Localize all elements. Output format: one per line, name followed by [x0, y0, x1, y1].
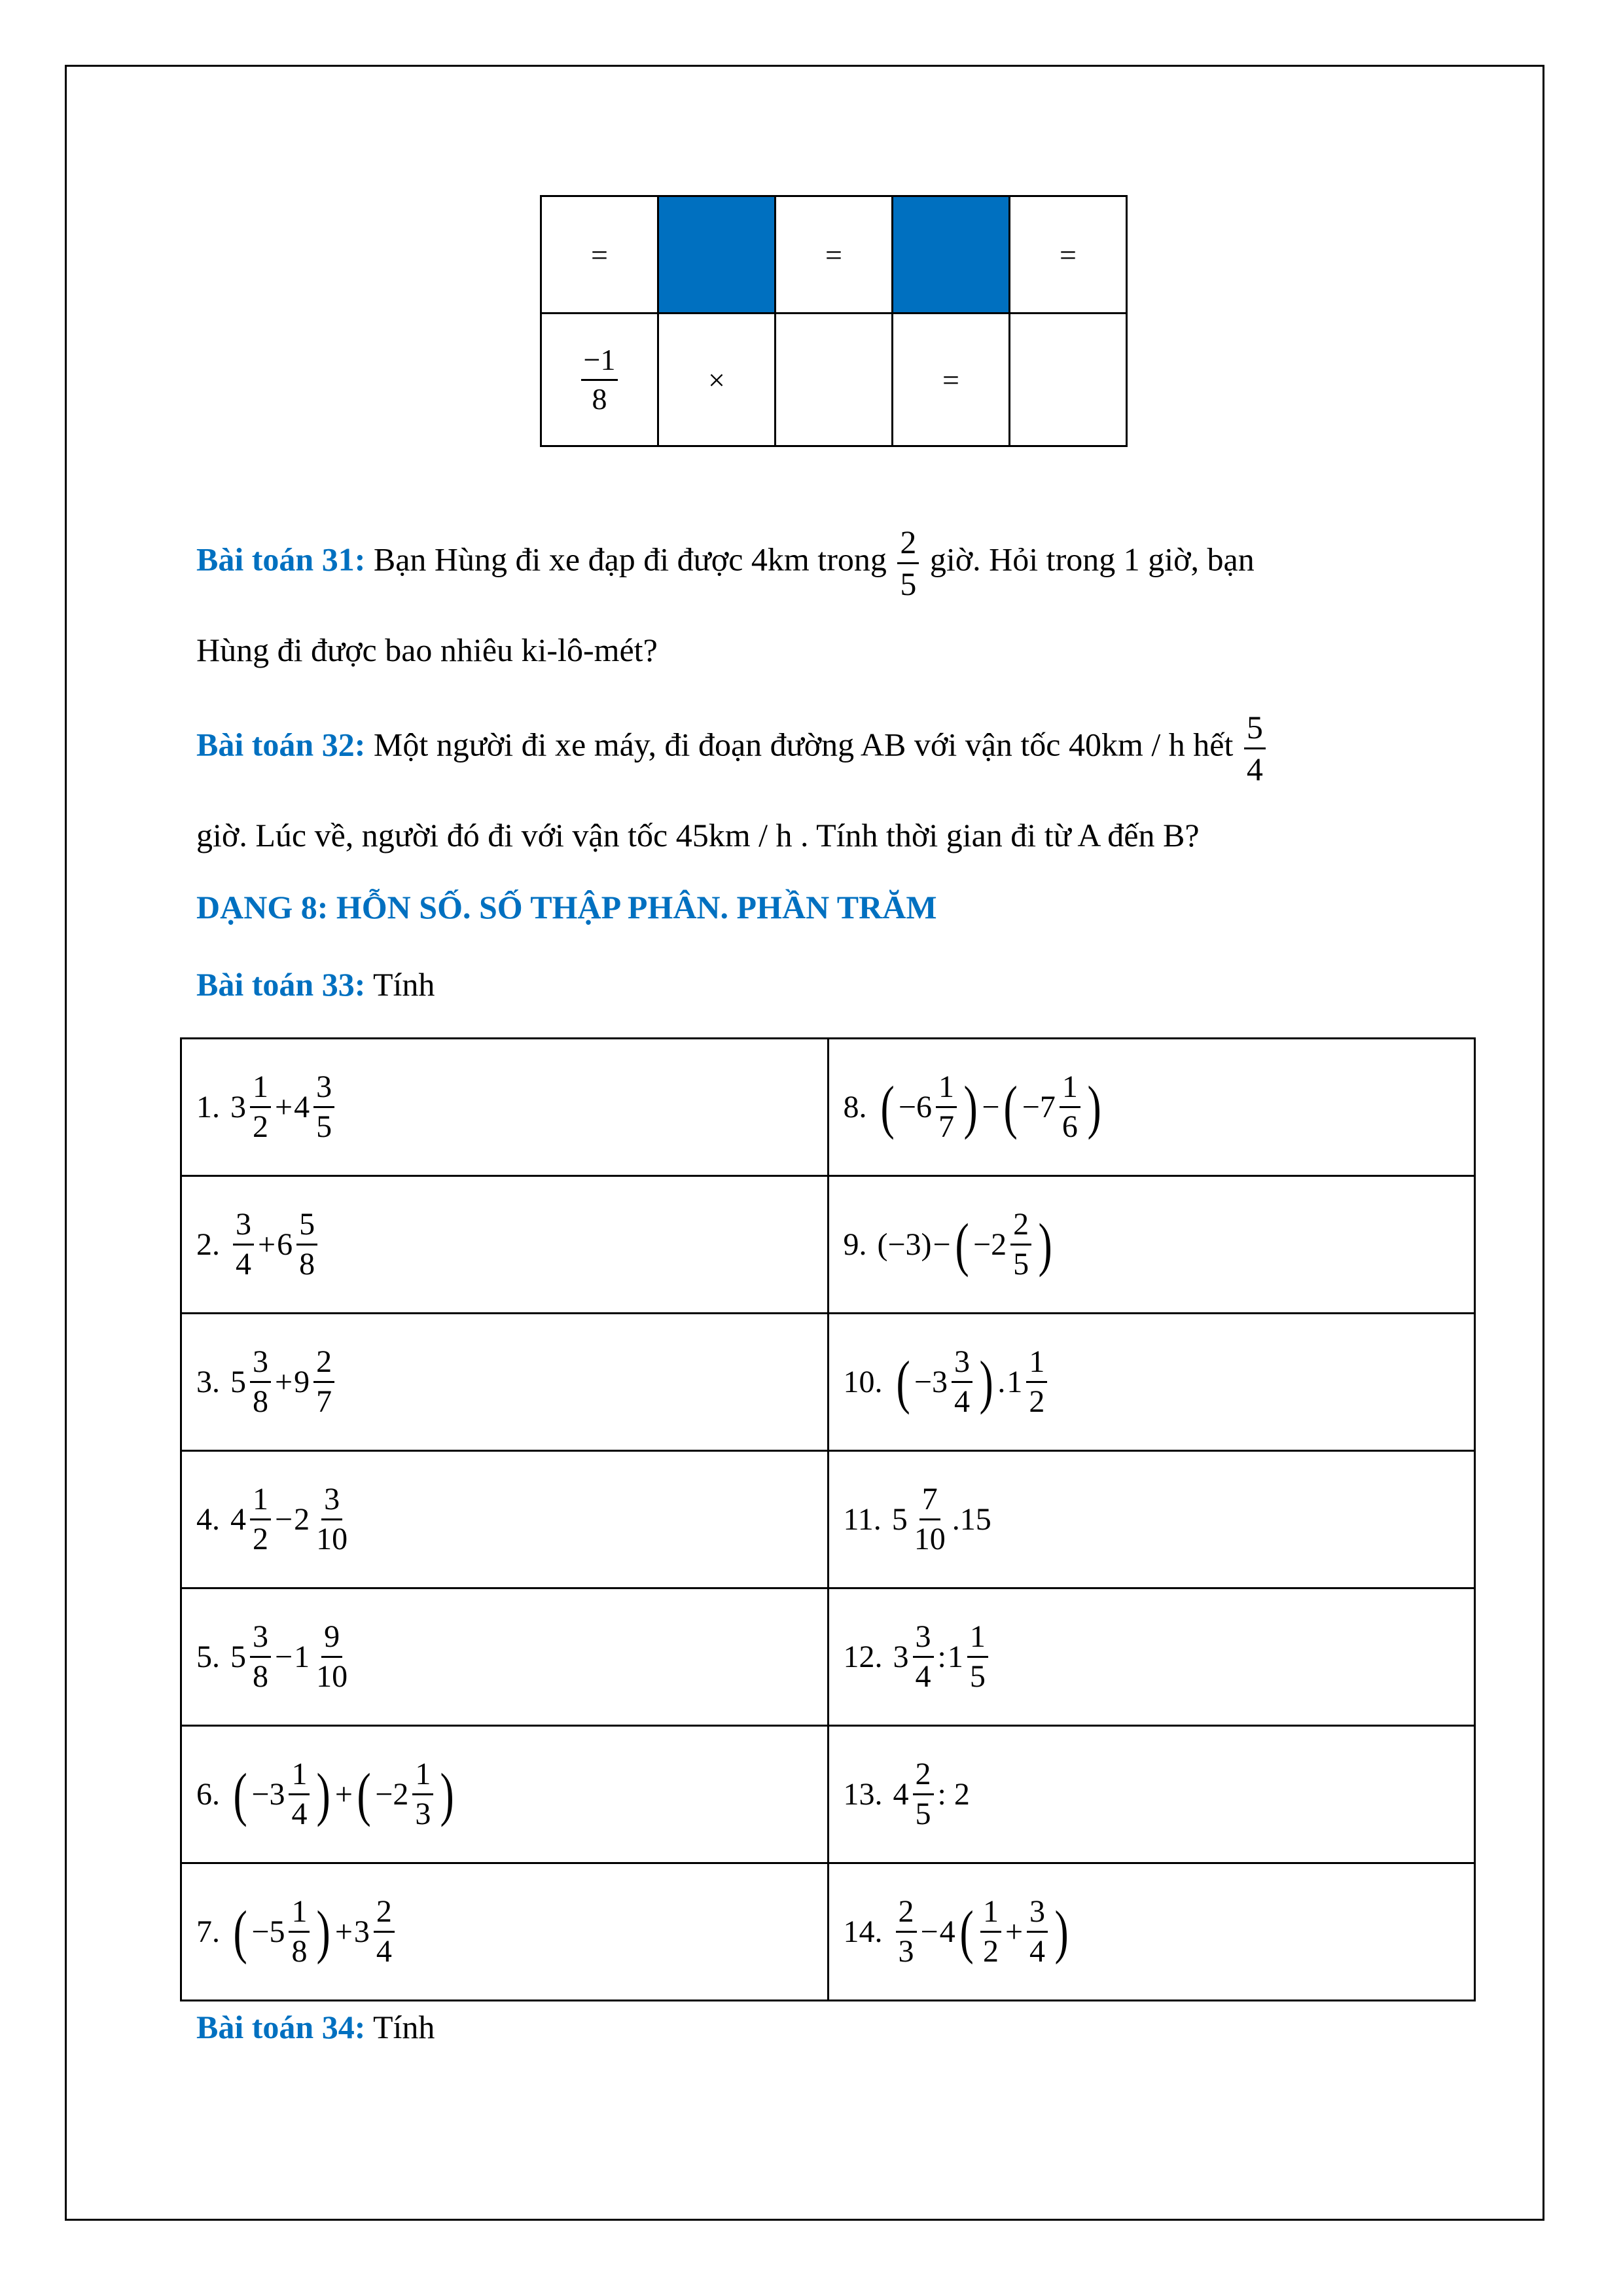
- grid-cell: ×: [658, 314, 776, 446]
- exercise-cell: 11. 5 $\frac{7}{10}$ .15: [828, 1451, 1475, 1588]
- exercise-cell: 4. 4 $\frac{1}{2}$ − 2 $\frac{3}{10}$: [181, 1451, 829, 1588]
- grid-cell: =: [893, 314, 1010, 446]
- section-title: DẠNG 8: HỖN SỐ. SỐ THẬP PHÂN. PHẦN TRĂM: [196, 889, 937, 925]
- problem-label: Bài toán 34:: [196, 2009, 366, 2045]
- fraction: $\frac{-1}{8}$: [581, 344, 618, 415]
- exercise-cell: 14. $\frac{2}{3}$ − 4 ( $\frac{1}{2}$ + $\frac{3}{4}$ ): [828, 1863, 1475, 2001]
- exercise-cell: 9. (−3) − ( −2 $\frac{2}{5}$ ): [828, 1176, 1475, 1314]
- exercise-cell: 7. ( −5 $\frac{1}{8}$ ) + 3 $\frac{2}{4}$: [181, 1863, 829, 2001]
- problem-32-line2: giờ. Lúc về, người đó đi với vận tốc 45km / h . Tính thời gian đi từ A đến B?: [196, 817, 1200, 853]
- fraction: $\frac{2}{5}$: [897, 525, 919, 601]
- problem-32: Bài toán 32: Một người đi xe máy, đi đoạn đường AB với vận tốc 40km / h hết $\frac{5}{4}$: [196, 710, 1440, 786]
- exercise-cell: 3. 5 $\frac{3}{8}$ + 9 $\frac{2}{7}$: [181, 1314, 829, 1451]
- exercise-cell: 6. ( −3 $\frac{1}{4}$ ) + ( −2 $\frac{1}{3}$ ): [181, 1726, 829, 1863]
- exercise-cell: 10. ( −3 $\frac{3}{4}$ ) . 1 $\frac{1}{2}$: [828, 1314, 1475, 1451]
- grid-cell: [776, 314, 893, 446]
- exercise-table: [180, 1037, 1476, 2001]
- exercise-cell: 5. 5 $\frac{3}{8}$ − 1 $\frac{9}{10}$: [181, 1588, 829, 1726]
- grid-cell: [541, 314, 658, 446]
- grid-cell: [1010, 314, 1127, 446]
- fraction: $\frac{5}{4}$: [1244, 710, 1266, 786]
- grid-cell: =: [1010, 196, 1127, 314]
- problem-label: Bài toán 33:: [196, 966, 366, 1003]
- problem-34: Bài toán 34: Tính: [196, 2009, 435, 2045]
- exercise-cell: 13. 4 $\frac{2}{5}$ : 2: [828, 1726, 1475, 1863]
- exercise-cell: 2. $\frac{3}{4}$ + 6 $\frac{5}{8}$: [181, 1176, 829, 1314]
- grid-cell-filled: [893, 196, 1010, 314]
- problem-31: Bài toán 31: Bạn Hùng đi xe đạp đi được 4km trong $\frac{2}{5}$ giờ. Hỏi trong 1 giờ, bạn: [196, 524, 1255, 602]
- problem-label: Bài toán 32:: [196, 726, 366, 763]
- problem-33: Bài toán 33: Tính: [196, 966, 435, 1003]
- exercise-cell: 8. ( −6 $\frac{1}{7}$ ) − ( −7 $\frac{1}{6}$ ): [828, 1039, 1475, 1176]
- exercise-cell: 12. 3 $\frac{3}{4}$ : 1 $\frac{1}{5}$: [828, 1588, 1475, 1726]
- problem-31-line2: Hùng đi được bao nhiêu ki-lô-mét?: [196, 632, 658, 668]
- problem-label: Bài toán 31:: [196, 541, 366, 578]
- exercise-cell: 1. 3 $\frac{1}{2}$ + 4 $\frac{3}{5}$: [181, 1039, 829, 1176]
- number-grid: [540, 195, 1128, 447]
- grid-cell-filled: [658, 196, 776, 314]
- grid-cell: =: [776, 196, 893, 314]
- grid-cell: =: [541, 196, 658, 314]
